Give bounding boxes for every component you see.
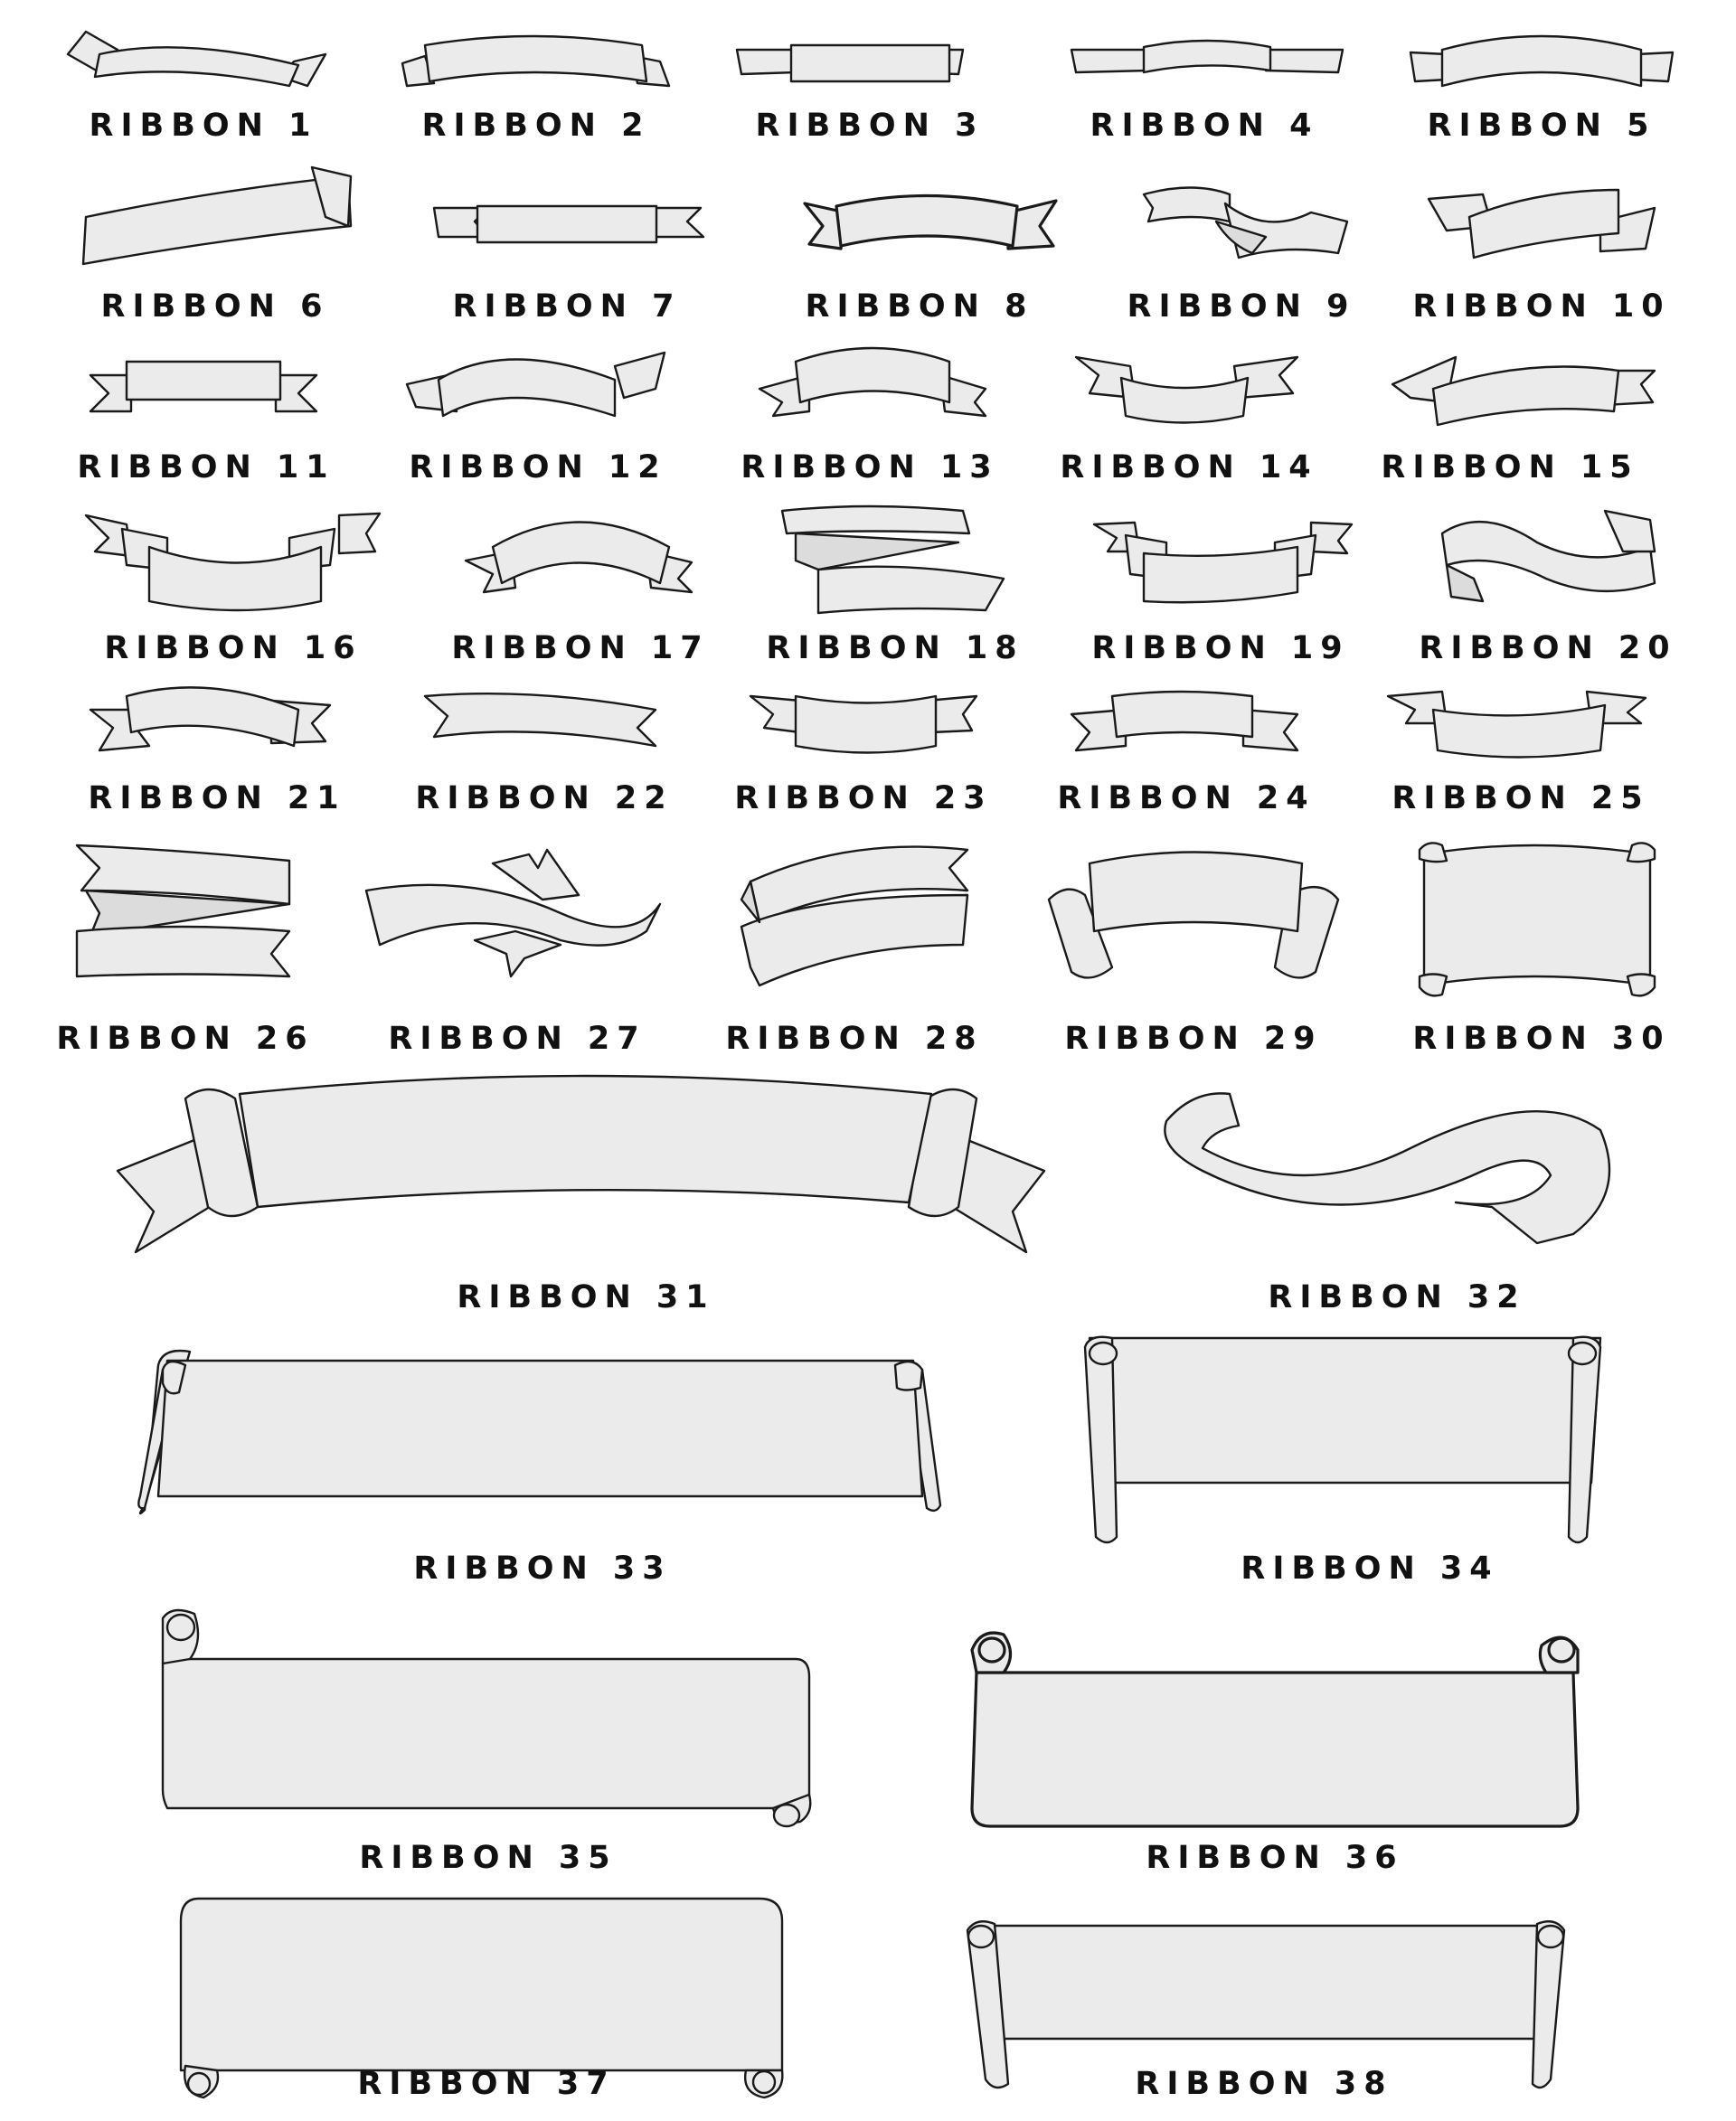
ribbon-21-label: RIBBON 21 <box>88 780 346 816</box>
ribbon-22-art <box>425 693 656 746</box>
ribbon-15-art <box>1392 357 1655 425</box>
ribbon-6-art <box>83 167 351 264</box>
ribbon-13-art <box>760 348 986 416</box>
ribbon-17-art <box>466 523 692 593</box>
ribbon-16-label: RIBBON 16 <box>104 630 363 666</box>
ribbon-31-label: RIBBON 31 <box>457 1279 715 1315</box>
ribbon-17-label: RIBBON 17 <box>451 630 710 666</box>
ribbon-37-label: RIBBON 37 <box>357 2066 616 2102</box>
ribbon-35-art <box>163 1610 810 1826</box>
ribbon-32-art <box>1165 1093 1609 1243</box>
ribbon-10-art <box>1429 190 1655 258</box>
ribbon-12-art <box>407 353 665 416</box>
ribbon-34-art <box>1085 1337 1600 1542</box>
ribbon-14-label: RIBBON 14 <box>1060 449 1318 485</box>
ribbon-25-art <box>1388 692 1646 758</box>
ribbon-29-label: RIBBON 29 <box>1064 1021 1323 1057</box>
ribbon-22-label: RIBBON 22 <box>415 780 674 816</box>
ribbon-5-label: RIBBON 5 <box>1427 108 1656 144</box>
ribbon-3-label: RIBBON 3 <box>755 108 985 144</box>
ribbon-3-art <box>737 45 963 81</box>
ribbon-8-label: RIBBON 8 <box>805 288 1034 325</box>
ribbon-18-label: RIBBON 18 <box>766 630 1024 666</box>
ribbon-36-art <box>972 1633 1578 1826</box>
ribbon-20-art <box>1442 511 1655 601</box>
ribbon-15-label: RIBBON 15 <box>1381 449 1639 485</box>
ribbon-2-label: RIBBON 2 <box>421 108 651 144</box>
ribbon-36-label: RIBBON 36 <box>1146 1840 1404 1876</box>
ribbon-33-art <box>138 1351 940 1513</box>
ribbon-11-label: RIBBON 11 <box>77 449 335 485</box>
ribbon-26-label: RIBBON 26 <box>56 1021 315 1057</box>
ribbon-12-label: RIBBON 12 <box>409 449 667 485</box>
ribbon-14-art <box>1076 357 1297 423</box>
ribbon-24-art <box>1071 692 1297 750</box>
ribbon-7-art <box>434 206 703 242</box>
ribbon-5-art <box>1410 36 1673 86</box>
ribbon-23-art <box>750 696 976 753</box>
ribbon-16-art <box>86 514 380 610</box>
ribbon-19-label: RIBBON 19 <box>1091 630 1350 666</box>
ribbon-25-label: RIBBON 25 <box>1392 780 1650 816</box>
ribbon-6-label: RIBBON 6 <box>100 288 330 325</box>
ribbon-23-label: RIBBON 23 <box>734 780 993 816</box>
ribbon-19-art <box>1094 523 1352 602</box>
ribbon-8-art <box>805 196 1056 250</box>
ribbon-1-art <box>68 32 326 86</box>
ribbon-28-label: RIBBON 28 <box>725 1021 984 1057</box>
ribbon-18-art <box>782 506 1004 613</box>
ribbon-1-label: RIBBON 1 <box>89 108 318 144</box>
ribbon-27-label: RIBBON 27 <box>388 1021 646 1057</box>
ribbon-20-label: RIBBON 20 <box>1419 630 1677 666</box>
ribbon-31-art <box>118 1076 1044 1252</box>
ribbon-28-art <box>741 847 967 985</box>
ribbon-34-label: RIBBON 34 <box>1241 1551 1499 1587</box>
ribbon-10-label: RIBBON 10 <box>1412 288 1671 325</box>
ribbon-29-art <box>1049 853 1338 978</box>
ribbon-26-art <box>77 845 289 976</box>
ribbon-27-art <box>366 850 660 976</box>
ribbon-30-art <box>1420 843 1655 995</box>
ribbon-32-label: RIBBON 32 <box>1268 1279 1526 1315</box>
ribbon-24-label: RIBBON 24 <box>1057 780 1316 816</box>
ribbon-11-art <box>90 362 316 411</box>
ribbon-4-art <box>1071 41 1343 72</box>
ribbon-4-label: RIBBON 4 <box>1090 108 1319 144</box>
ribbon-21-art <box>90 687 330 750</box>
ribbon-38-art <box>967 1921 1564 2088</box>
ribbon-30-label: RIBBON 30 <box>1412 1021 1671 1057</box>
ribbon-35-label: RIBBON 35 <box>359 1840 618 1876</box>
ribbon-9-art <box>1144 188 1347 259</box>
ribbon-7-label: RIBBON 7 <box>452 288 682 325</box>
ribbon-2-art <box>402 36 669 86</box>
ribbon-13-label: RIBBON 13 <box>741 449 999 485</box>
ribbon-33-label: RIBBON 33 <box>413 1551 672 1587</box>
ribbon-9-label: RIBBON 9 <box>1127 288 1356 325</box>
ribbon-38-label: RIBBON 38 <box>1135 2066 1393 2102</box>
